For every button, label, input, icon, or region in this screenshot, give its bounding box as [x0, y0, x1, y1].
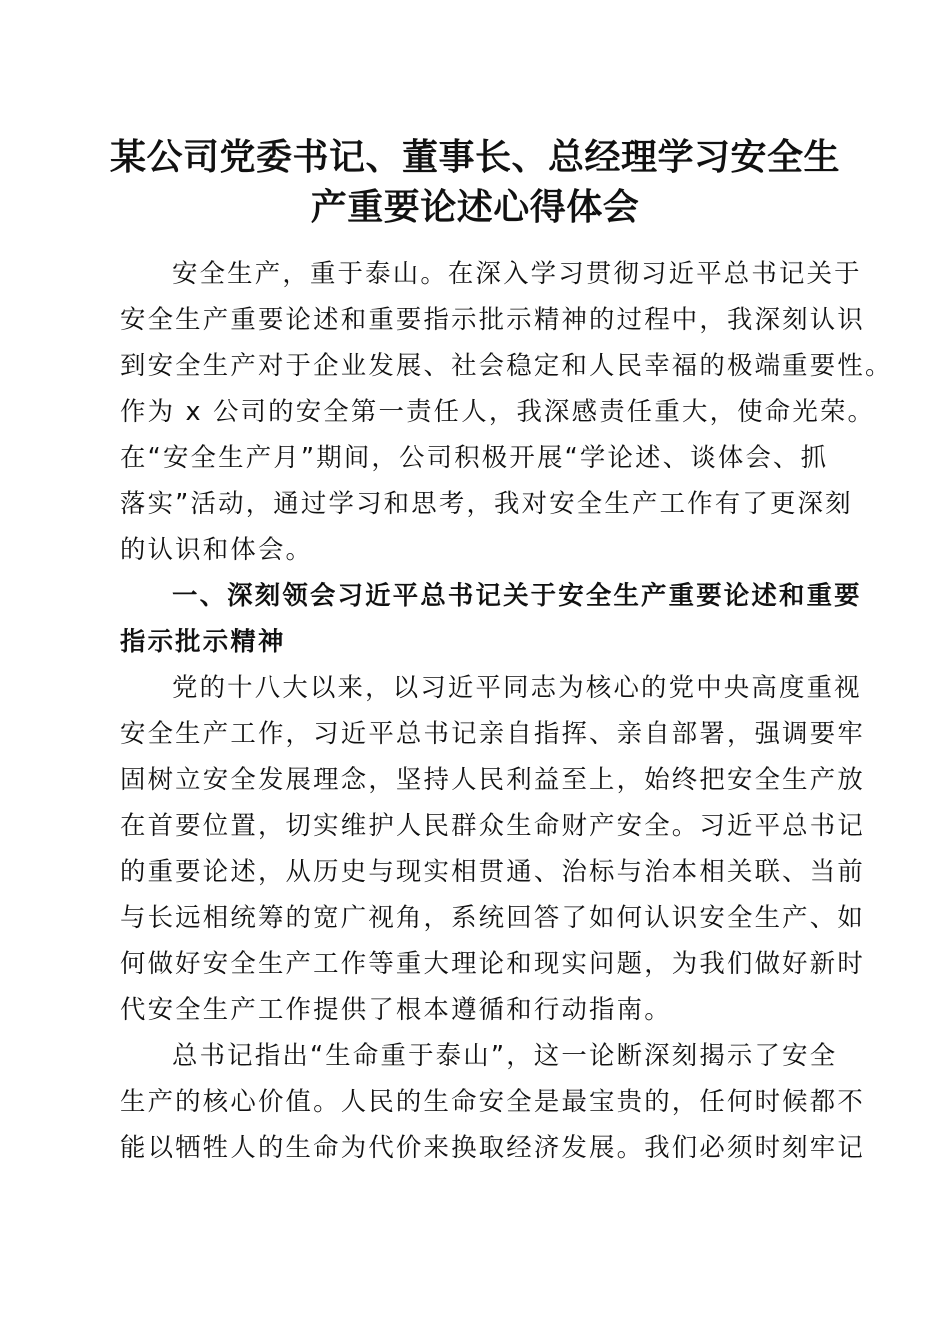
text-line: 的认识和体会。: [120, 534, 314, 564]
paragraph-section-1: [120, 664, 865, 1032]
text-line: 总书记指出“生命重于泰山”，这一论断深刻揭示了安全: [172, 1040, 838, 1070]
heading-line: 指示批示精神: [120, 626, 286, 656]
document-title: [100, 132, 850, 232]
text-line: 党的十八大以来，以习近平同志为核心的党中央高度重视: [172, 672, 862, 702]
text-line: 与长远相统筹的宽广视角，系统回答了如何认识安全生产、如: [120, 902, 865, 932]
text-line: 落实”活动，通过学习和思考，我对安全生产工作有了更深刻: [120, 488, 853, 518]
paragraph-intro: [120, 250, 893, 572]
text-line: 在首要位置，切实维护人民群众生命财产安全。习近平总书记: [120, 810, 865, 840]
text-line: 安全生产重要论述和重要指示批示精神的过程中，我深刻认识: [120, 304, 865, 334]
paragraph-life-safety: [120, 1032, 865, 1170]
document-body: [120, 250, 893, 1170]
text-line: 安全生产，重于泰山。在深入学习贯彻习近平总书记关于: [172, 258, 862, 288]
title-line-1: 某公司党委书记、董事长、总经理学习安全生: [109, 136, 840, 178]
text-line: 生产的核心价值。人民的生命安全是最宝贵的，任何时候都不: [120, 1086, 865, 1116]
text-line: 代安全生产工作提供了根本遵循和行动指南。: [120, 994, 672, 1024]
section-heading-1: [120, 572, 862, 664]
heading-line: 一、深刻领会习近平总书记关于安全生产重要论述和重要: [172, 580, 862, 610]
text-line: 到安全生产对于企业发展、社会稳定和人民幸福的极端重要性。: [120, 350, 893, 380]
text-line: 的重要论述，从历史与现实相贯通、治标与治本相关联、当前: [120, 856, 865, 886]
text-line: 安全生产工作，习近平总书记亲自指挥、亲自部署，强调要牢: [120, 718, 865, 748]
text-line: 固树立安全发展理念，坚持人民利益至上，始终把安全生产放: [120, 764, 865, 794]
text-line: 作为 x 公司的安全第一责任人，我深感责任重大，使命光荣。: [120, 396, 876, 426]
text-line: 在“安全生产月”期间，公司积极开展“学论述、谈体会、抓: [120, 442, 829, 472]
text-line: 何做好安全生产工作等重大理论和现实问题，为我们做好新时: [120, 948, 865, 978]
text-line: 能以牺牲人的生命为代价来换取经济发展。我们必须时刻牢记: [120, 1132, 865, 1162]
title-line-2: 产重要论述心得体会: [310, 186, 640, 228]
